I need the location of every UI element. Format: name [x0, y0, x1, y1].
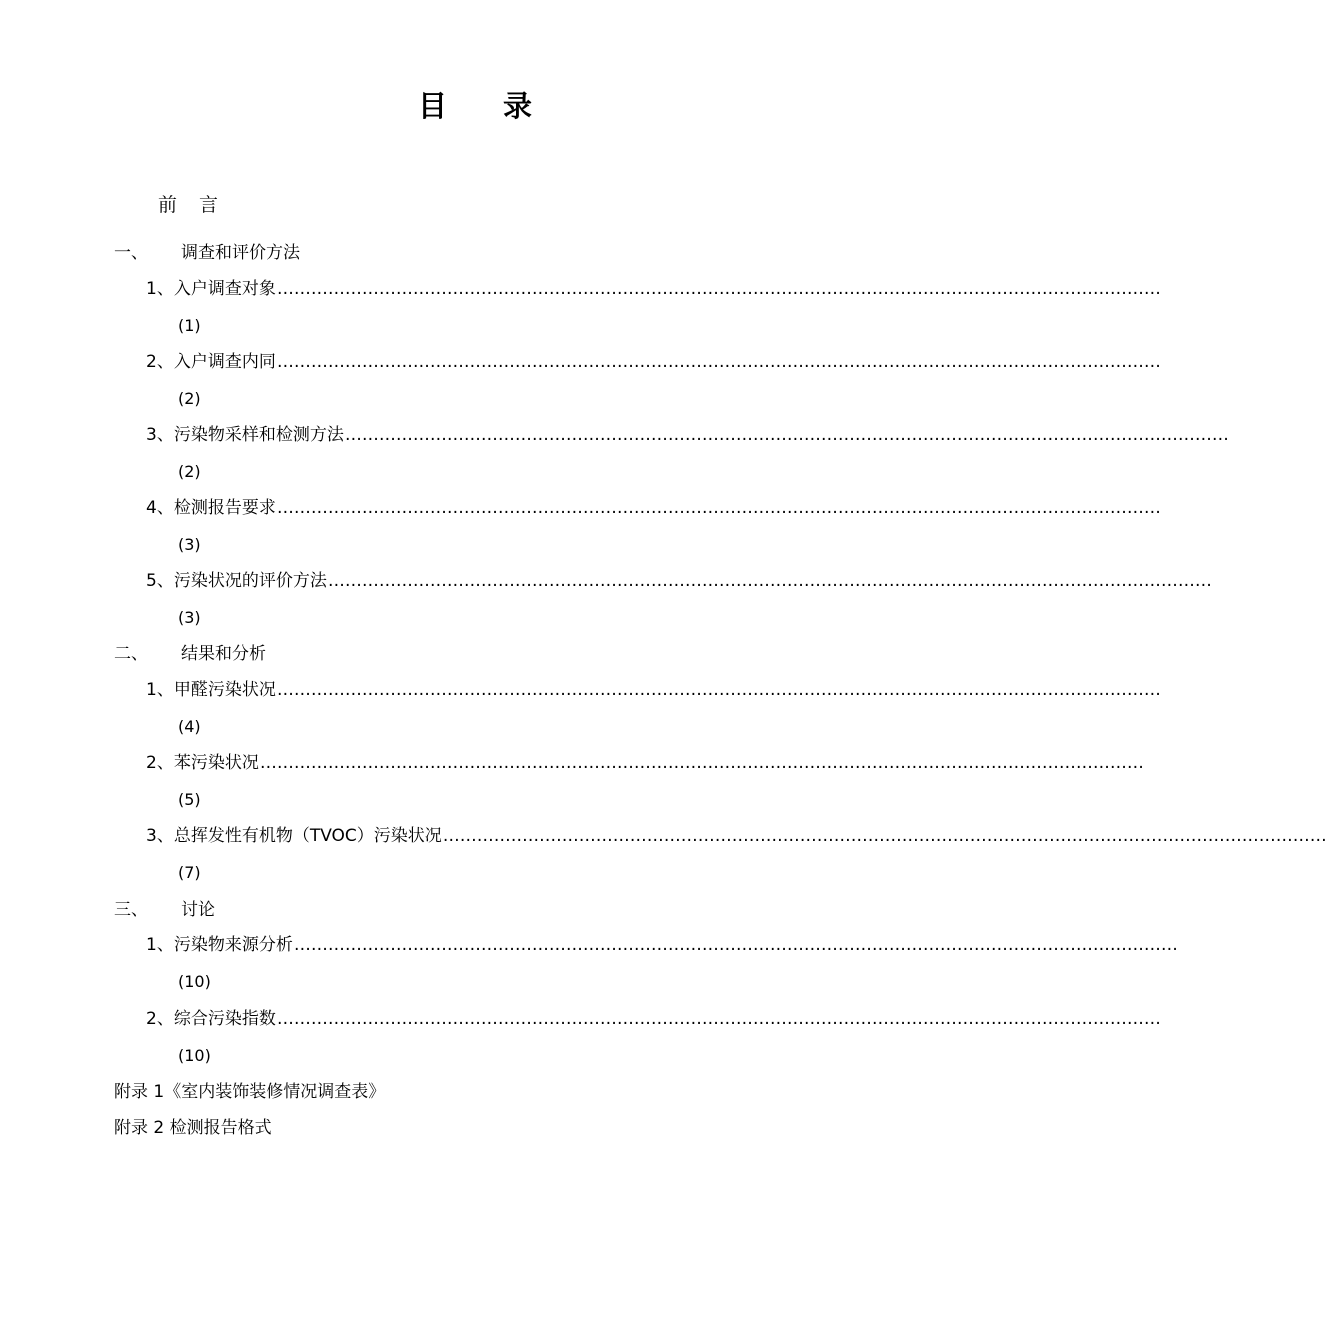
- page-title: [0, 84, 950, 125]
- entry-page-number: (7): [178, 863, 201, 882]
- section-number: 一、: [114, 243, 148, 263]
- entry-label: 污染状况的评价方法: [173, 571, 327, 591]
- toc-entry[interactable]: [146, 934, 1178, 956]
- toc-entry[interactable]: [146, 752, 1144, 774]
- dot-leader: …………………………………………………………………………………………………………………………………………: [276, 352, 1161, 372]
- entry-label: 综合污染指数: [173, 1009, 276, 1029]
- entry-number: 4、: [146, 498, 174, 518]
- toc-entry[interactable]: [146, 351, 1161, 373]
- toc-entry[interactable]: [146, 1008, 1161, 1030]
- entry-page-number: (10): [178, 1046, 211, 1065]
- entry-page-number: (3): [178, 535, 201, 554]
- entry-label: 入户调查对象: [173, 279, 276, 299]
- entry-number: 3、: [146, 826, 174, 846]
- entry-page-number: (1): [178, 316, 201, 335]
- dot-leader: …………………………………………………………………………………………………………………………………………: [259, 753, 1144, 773]
- section-title: 结果和分析: [181, 644, 266, 664]
- entry-page-number: (5): [178, 790, 201, 809]
- entry-number: 2、: [146, 753, 174, 773]
- entry-page-number: (2): [178, 462, 201, 481]
- toc-entry[interactable]: [146, 825, 1327, 847]
- dot-leader: …………………………………………………………………………………………………………………………………………: [442, 826, 1327, 846]
- appendix-2[interactable]: 附录 2 检测报告格式: [114, 1118, 272, 1138]
- preface-char-2: 言: [199, 194, 219, 216]
- toc-entry[interactable]: [146, 570, 1212, 592]
- toc-entry[interactable]: [146, 679, 1161, 701]
- entry-page-number: (2): [178, 389, 201, 408]
- appendix-1[interactable]: 附录 1《室内装饰装修情况调查表》: [114, 1082, 386, 1102]
- entry-number: 1、: [146, 935, 174, 955]
- dot-leader: …………………………………………………………………………………………………………………………………………: [344, 425, 1229, 445]
- dot-leader: …………………………………………………………………………………………………………………………………………: [276, 680, 1161, 700]
- entry-label: 入户调查内同: [173, 352, 276, 372]
- title-char-1: 目: [417, 89, 447, 123]
- entry-label: 苯污染状况: [173, 753, 259, 773]
- entry-label: 甲醛污染状况: [173, 680, 276, 700]
- section-title: 调查和评价方法: [181, 243, 300, 263]
- entry-number: 1、: [146, 279, 174, 299]
- entry-number: 5、: [146, 571, 174, 591]
- entry-page-number: (4): [178, 717, 201, 736]
- dot-leader: …………………………………………………………………………………………………………………………………………: [276, 279, 1161, 299]
- toc-entry[interactable]: [146, 424, 1229, 446]
- dot-leader: …………………………………………………………………………………………………………………………………………: [327, 571, 1212, 591]
- toc-entry[interactable]: [146, 278, 1161, 300]
- preface-char-1: 前: [158, 194, 178, 216]
- entry-label: 污染物采样和检测方法: [173, 425, 344, 445]
- entry-label: 总挥发性有机物（TVOC）污染状况: [173, 826, 442, 846]
- dot-leader: …………………………………………………………………………………………………………………………………………: [293, 935, 1178, 955]
- toc-entry[interactable]: [146, 497, 1161, 519]
- entry-number: 2、: [146, 352, 174, 372]
- title-char-2: 录: [503, 89, 533, 123]
- preface-heading: [158, 190, 218, 217]
- entry-number: 1、: [146, 680, 174, 700]
- section-number: 三、: [114, 900, 148, 920]
- section-number: 二、: [114, 644, 148, 664]
- dot-leader: …………………………………………………………………………………………………………………………………………: [276, 1009, 1161, 1029]
- dot-leader: …………………………………………………………………………………………………………………………………………: [276, 498, 1161, 518]
- entry-page-number: (10): [178, 972, 211, 991]
- entry-label: 检测报告要求: [173, 498, 276, 518]
- entry-label: 污染物来源分析: [173, 935, 293, 955]
- entry-number: 2、: [146, 1009, 174, 1029]
- section-title: 讨论: [181, 900, 215, 920]
- entry-page-number: (3): [178, 608, 201, 627]
- entry-number: 3、: [146, 425, 174, 445]
